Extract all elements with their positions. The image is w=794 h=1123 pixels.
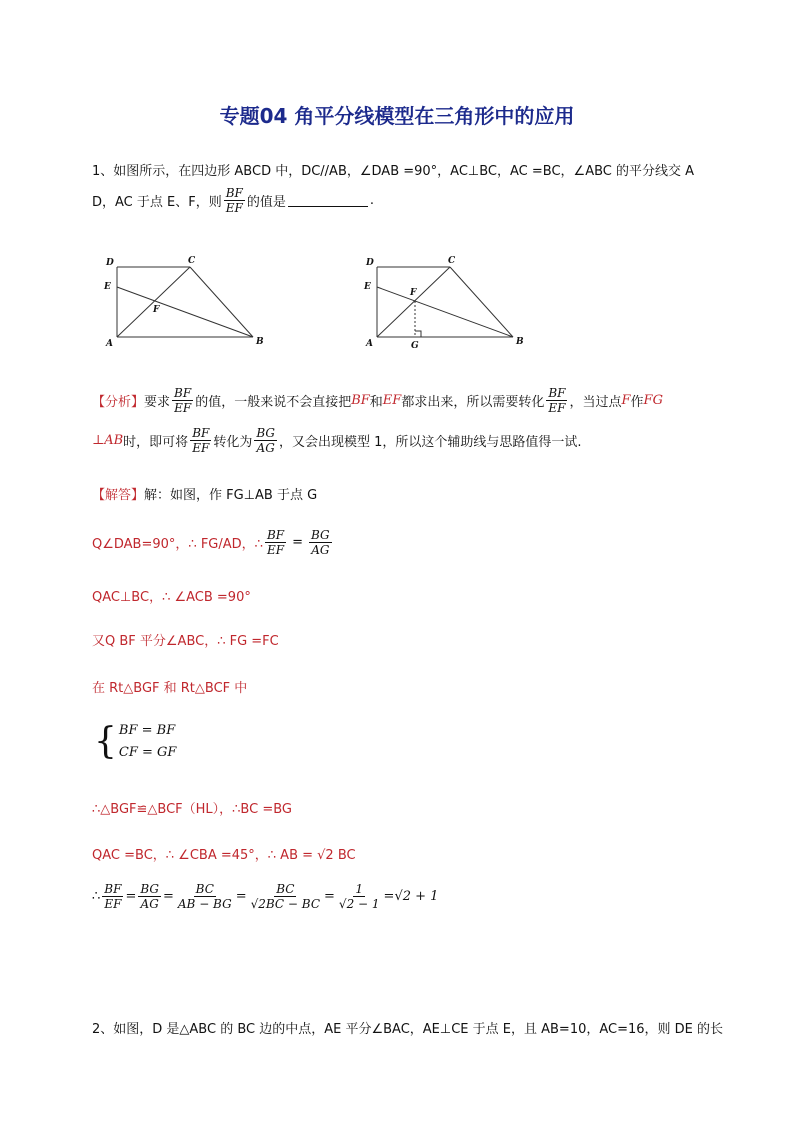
label-a: A [106,339,113,349]
analysis-text-g: 转化为 [213,435,253,450]
frac-den: EF [548,401,566,415]
equation-system [94,720,176,764]
q1-frac-den: EF [225,201,243,215]
frac-den: AB − BG [177,897,232,911]
label-b: B [256,337,264,347]
label-d: D [106,258,114,268]
q1-line2 [92,186,374,215]
system-eq2: CF = GF [118,745,177,760]
solution-step1 [92,528,334,557]
frac-den: EF [174,401,192,415]
frac-num: BF [174,386,192,400]
step1-equals: = [292,535,303,550]
chain-frac-3 [176,882,234,911]
bisector-be [117,287,253,337]
analysis-tag: 【分析】 [92,395,145,410]
solution-step6: QAC =BC，∴ ∠CBA =45°，∴ AB = √2 BC [92,848,356,863]
frac-num: BC [276,882,295,896]
frac-den: EF [104,897,122,911]
frac-den: AG [256,441,275,455]
label-e: E [104,282,111,292]
frac-den: EF [192,441,210,455]
solution-step3: 又Q BF 平分∠ABC，∴ FG =FC [92,634,279,649]
analysis-text-f: 时，即可将 [123,435,189,450]
analysis-text-d: ，当过点 [569,395,622,410]
solution-chain: ∴ $\frac{BF}{EF}$ = $\frac{BG}{AG}$ = $\frac{BC}{AB - BG}$ = $\frac{BC}{√2BC - BC}$ = $\frac{1}{√2 - 1}$ = √2 + 1 [92,882,439,911]
label-d: D [366,258,374,268]
label-b: B [516,337,524,347]
q1-line2-end: . [369,193,375,208]
frac-num: BG [311,528,330,542]
analysis-text-a: 要求 [144,395,171,410]
frac-den: AG [311,543,330,557]
bisector-be [377,287,513,337]
q1-line1: 1、如图所示，在四边形 ABCD 中，DC//AB，∠DAB =90°，AC⊥BC，AC =BC，∠ABC 的平分线交 A [92,164,695,179]
diag-ac [117,267,190,337]
frac-num: BG [256,426,275,440]
solution-intro: 解：如图，作 FG⊥AB 于点 G [144,488,318,503]
q1-fraction [224,186,245,215]
analysis-fg: FG [643,393,663,408]
label-a: A [366,339,373,349]
analysis-line2 [92,426,582,455]
analysis-ef: EF [382,393,402,408]
frac-num: 1 [355,882,364,896]
answer-blank [288,194,368,207]
analysis-perp-ab: ⊥AB [92,433,124,448]
system-eq1: BF = BF [118,723,176,738]
label-c: C [448,256,456,266]
analysis-and: 和 [369,395,383,410]
right-angle-mark [415,331,421,337]
chain-frac-5 [337,882,382,911]
frac-num: BF [548,386,566,400]
analysis-text-e: 作 [630,395,644,410]
left-brace: { [94,721,117,762]
frac-den: √2 − 1 [338,897,380,911]
figure-left [100,250,270,350]
diag-ac [377,267,450,337]
chain-frac-1 [102,882,123,911]
frac-num: BF [192,426,210,440]
analysis-frac1b [546,386,567,415]
frac-num: BC [195,882,214,896]
frac-den: EF [266,543,285,557]
frac-num: BG [140,882,159,896]
step1-text: Q∠DAB=90°，∴ FG/AD，∴ [92,537,263,552]
frac-den: √2BC − BC [250,897,321,911]
chain-frac-4 [249,882,322,911]
solution-step4: 在 Rt△BGF 和 Rt△BCF 中 [92,681,248,696]
chain-frac-2 [138,882,161,911]
chain-result: √2 + 1 [394,889,439,904]
edge-cb [190,267,253,337]
edge-cb [450,267,513,337]
label-e: E [364,282,371,292]
analysis-bf: BF [351,393,370,408]
figure-right [360,250,540,350]
analysis-frac3 [254,426,277,455]
solution-step5: ∴△BGF≌△BCF（HL），∴BC =BG [92,802,292,817]
label-c: C [188,256,196,266]
frac-num: BF [266,528,285,542]
step1-frac-a [265,528,286,557]
analysis-line1 [92,386,663,415]
label-f: F [410,288,417,298]
q1-line2-post: 的值是 [246,195,286,210]
frac-num: BF [104,882,122,896]
analysis-text-c: 都求出来，所以需要转化 [401,395,545,410]
solution-header [92,484,317,503]
label-f: F [153,305,160,315]
frac-den: AG [140,897,159,911]
step1-frac-b [309,528,332,557]
q1-line2-pre: D，AC 于点 E、F，则 [92,195,222,210]
therefore: ∴ [92,889,101,904]
analysis-text-b: 的值，一般来说不会直接把 [195,395,352,410]
analysis-text-h: ，又会出现模型 1，所以这个辅助线与思路值得一试. [279,435,582,450]
solution-tag: 【解答】 [92,488,145,503]
analysis-frac2 [190,426,211,455]
analysis-f: F [621,393,631,408]
q1-frac-num: BF [225,186,243,200]
solution-step2: QAC⊥BC，∴ ∠ACB =90° [92,590,251,605]
label-g: G [411,341,419,350]
page-title: 专题04 角平分线模型在三角形中的应用 [219,104,575,128]
q2-text: 2、如图，D 是△ABC 的 BC 边的中点，AE 平分∠BAC，AE⊥CE 于点 E，且 AB=10，AC=16，则 DE 的长 [92,1022,724,1037]
analysis-frac1 [172,386,193,415]
